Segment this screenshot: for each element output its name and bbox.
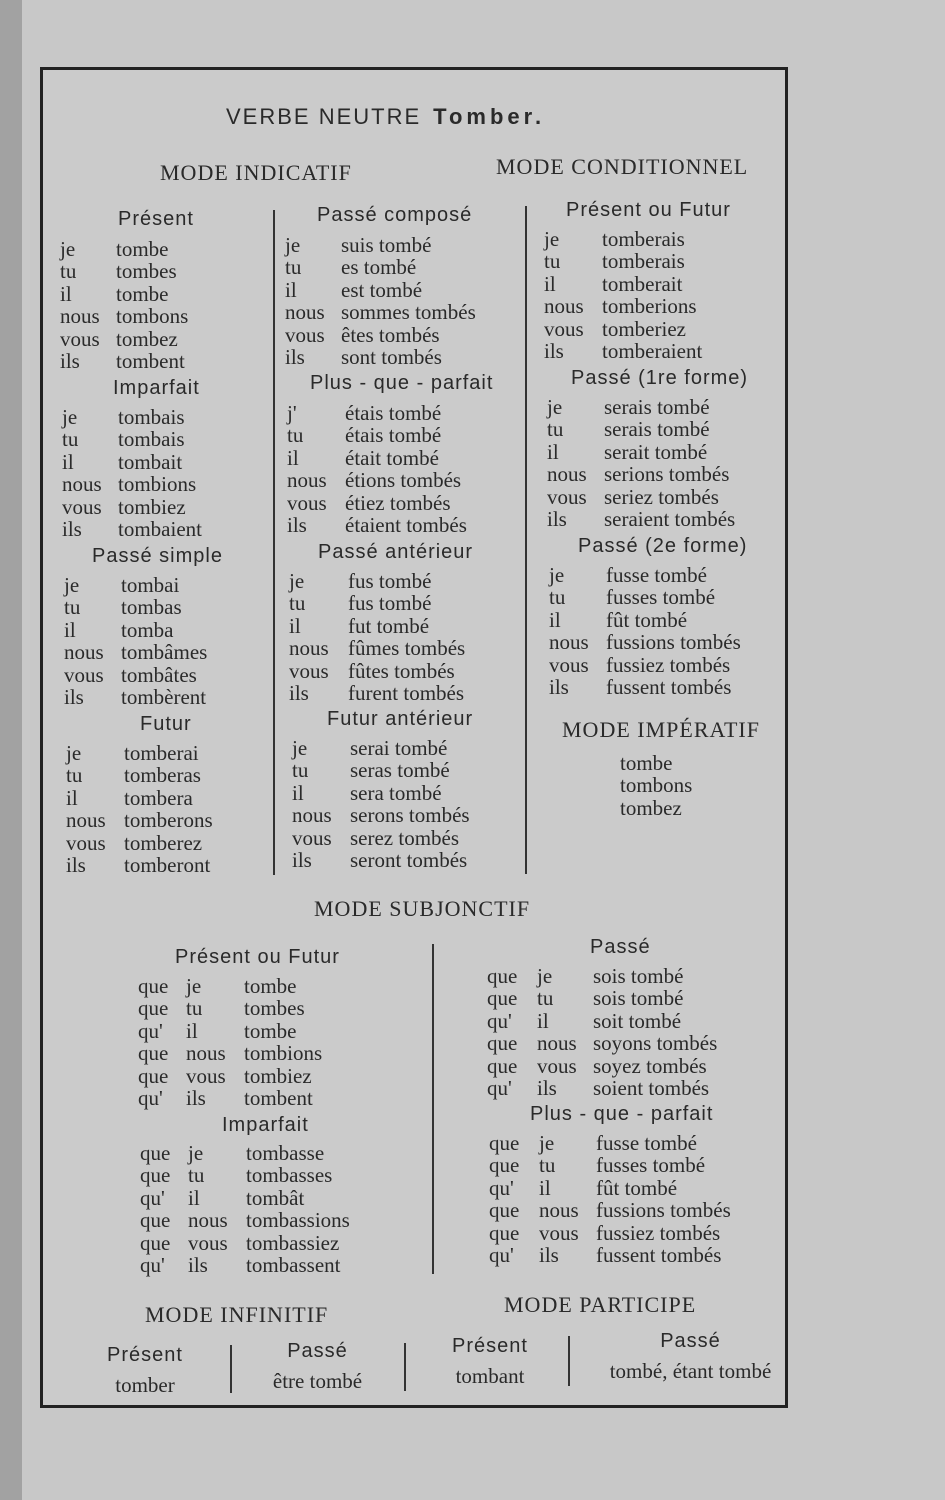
conjugation-row: que tu fusses tombé [489,1153,706,1178]
conjugation-row: il tomba [64,617,174,642]
conjugation-row: tu tomberas [66,763,201,788]
conjugation-row: nous fussions tombés [549,630,741,655]
column-divider [525,206,527,874]
conjugation-row: qu' ils fussent tombés [489,1242,722,1267]
conjugation-row: vous tomberiez [544,316,686,341]
mode-conditionnel-label: MODE CONDITIONNEL [496,154,749,179]
conjugation-row: qu' il soit tombé [487,1008,682,1033]
conjugation-row: que tu tombes [138,996,305,1021]
column-divider [273,210,275,875]
column-divider [432,944,434,1274]
tense-futur-rows [66,742,213,876]
participe-present [425,1335,555,1389]
tense-futur-anterieur-label: Futur antérieur [327,708,474,730]
conjugation-row: que vous tombiez [138,1063,312,1088]
tense-subj-plus-que-parfait-rows [489,1132,731,1266]
conjugation-row: qu' ils tombassent [140,1252,341,1277]
conjugation-row: vous serez tombés [292,825,460,850]
conjugation-row: que je tombasse [140,1141,325,1165]
title-prefix: VERBE NEUTRE [226,104,422,129]
conjugation-row: ils étaient tombés [287,512,467,537]
conjugation-row: vous tombâtes [64,662,197,687]
conjugation-row: nous tombons [60,304,189,329]
conjugation-row: ils seront tombés [292,847,468,872]
conjugation-row: tu fus tombé [289,591,432,616]
conjugation-row: nous tomberons [66,808,213,833]
conjugation-row: que je sois tombé [487,964,684,988]
conjugation-row: que vous fussiez tombés [489,1220,721,1245]
tense-subj-plus-que-parfait-label: Plus - que - parfait [530,1103,714,1125]
page-title [226,104,545,130]
conjugation-row: qu' il fût tombé [489,1175,678,1200]
imperatif-form: tombons [620,773,693,798]
conjugation-row: ils fussent tombés [549,674,732,699]
tense-plus-que-parfait-label: Plus - que - parfait [310,372,494,394]
column-divider [404,1343,406,1391]
tense-cond-present-rows [544,228,702,362]
conjugation-row: ils tombaient [62,516,202,541]
conjugation-row: il est tombé [285,277,423,302]
conjugation-row: tu fusses tombé [549,585,716,610]
conjugation-row: tu seras tombé [292,758,450,783]
mode-subjonctif-label: MODE SUBJONCTIF [314,896,531,921]
conjugation-row: il était tombé [287,445,439,470]
tense-imparfait-label: Imparfait [113,377,200,399]
infinitif-present [85,1344,205,1398]
tense-cond-present-label: Présent ou Futur [566,199,731,221]
conjugation-row: qu' il tombe [138,1018,297,1043]
tense-subj-passe-label: Passé [590,936,651,958]
infinitif-passe [245,1340,390,1394]
conjugation-row: il serait tombé [547,439,708,464]
conjugation-row: je tombe [60,237,169,261]
tense-plus-que-parfait-rows [287,402,467,536]
tense-cond-passe2-rows [549,564,741,698]
conjugation-row: nous serions tombés [547,462,730,487]
conjugation-row: nous étions tombés [287,468,462,493]
conjugation-row: vous étiez tombés [287,490,451,515]
conjugation-row: ils tomberaient [544,338,703,363]
conjugation-row: tu serais tombé [547,417,710,442]
tense-futur-anterieur-rows [292,737,470,871]
conjugation-row: je tomberais [544,227,685,251]
conjugation-row: je serai tombé [292,736,448,760]
conjugation-row: vous tombiez [62,494,186,519]
tense-futur-label: Futur [140,713,192,735]
conjugation-row: que je tombe [138,974,297,998]
tense-passe-anterieur-label: Passé antérieur [318,541,474,563]
conjugation-row: que nous tombassions [140,1208,350,1233]
conjugation-row: il tombe [60,281,169,306]
conjugation-row: nous fûmes tombés [289,636,466,661]
conjugation-row: nous sommes tombés [285,300,476,325]
conjugation-row: que tu sois tombé [487,986,684,1011]
conjugation-row: ils tomberont [66,852,211,877]
column-divider [230,1345,232,1393]
tense-subj-imparfait-label: Imparfait [222,1114,309,1136]
conjugation-row: ils sont tombés [285,344,442,369]
tense-cond-passe1-label: Passé (1re forme) [571,367,749,389]
tense-subj-present-label: Présent ou Futur [175,946,340,968]
conjugation-row: que nous tombions [138,1041,323,1066]
tense-passe-anterieur-rows [289,570,465,704]
conjugation-row: il tombera [66,785,193,810]
mode-imperatif-label: MODE IMPÉRATIF [562,717,760,742]
mode-infinitif-label: MODE INFINITIF [145,1302,329,1327]
conjugation-row: ils furent tombés [289,680,465,705]
imperatif-form: tombez [620,795,682,820]
conjugation-row: vous seriez tombés [547,484,719,509]
mode-indicatif-label: MODE INDICATIF [160,160,352,185]
conjugation-row: vous fussiez tombés [549,652,731,677]
conjugation-row: que nous fussions tombés [489,1198,731,1223]
title-verb: Tomber. [433,104,546,129]
conjugation-row: ils seraient tombés [547,506,736,531]
conjugation-row: tu tombais [62,427,185,452]
conjugation-row: tu tombas [64,595,182,620]
conjugation-row: qu' il tombât [140,1185,305,1210]
conjugation-row: tu es tombé [285,255,417,280]
conjugation-row: nous serons tombés [292,803,470,828]
conjugation-row: vous tomberez [66,830,203,855]
conjugation-row: je serais tombé [547,395,710,419]
tense-cond-passe2-label: Passé (2e forme) [578,535,748,557]
conjugation-row: je tombai [64,573,180,597]
conjugation-row: je tomberai [66,741,199,765]
tense-imparfait-rows [62,406,202,540]
conjugation-row: je suis tombé [285,233,432,257]
tense-passe-compose-label: Passé composé [317,204,473,226]
conjugation-row: nous tomberions [544,294,697,319]
participe-present-label: Présent [452,1335,528,1357]
conjugation-row: tu tombes [60,259,177,284]
tense-subj-present-rows [138,975,322,1109]
participe-passe-label: Passé [660,1330,721,1352]
infinitif-present-value: tomber [115,1373,175,1397]
tense-present-rows [60,238,188,372]
conjugation-row: que nous soyons tombés [487,1031,718,1056]
conjugation-row: je tombais [62,405,185,429]
conjugation-row: il tombait [62,449,183,474]
conjugation-row: il tomberait [544,271,683,296]
conjugation-row: nous tombâmes [64,640,208,665]
page-gutter-shadow [0,0,22,1500]
tense-passe-compose-rows [285,234,476,368]
tense-cond-passe1-rows [547,396,735,530]
conjugation-row: vous tombez [60,326,178,351]
participe-present-value: tombant [455,1364,525,1388]
imperatif-form: tombe [620,751,673,775]
conjugation-row: il fut tombé [289,613,430,638]
tense-passe-simple-label: Passé simple [92,545,223,567]
conjugation-row: je fus tombé [289,569,432,593]
conjugation-row: tu tomberais [544,249,685,274]
conjugation-row: vous fûtes tombés [289,658,455,683]
conjugation-row: que vous tombassiez [140,1230,340,1255]
tense-present-label: Présent [118,208,194,230]
imperatif-forms [620,752,692,819]
conjugation-row: que tu tombasses [140,1163,333,1188]
conjugation-row: vous êtes tombés [285,322,440,347]
conjugation-row: j' étais tombé [287,401,442,425]
conjugation-row: ils tombèrent [64,684,207,709]
tense-passe-simple-rows [64,574,207,708]
infinitif-passe-label: Passé [287,1340,348,1362]
column-divider [568,1336,570,1386]
conjugation-row: ils tombent [60,348,185,373]
conjugation-row: qu' ils soient tombés [487,1075,710,1100]
conjugation-row: que vous soyez tombés [487,1053,707,1078]
conjugation-row: il sera tombé [292,780,442,805]
tense-subj-passe-rows [487,965,717,1099]
conjugation-row: il fût tombé [549,607,688,632]
participe-passe-value: tombé, étant tombé [609,1359,772,1383]
infinitif-present-label: Présent [107,1344,183,1366]
participe-passe [583,1330,798,1384]
conjugation-row: tu étais tombé [287,423,442,448]
conjugation-row: qu' ils tombent [138,1085,313,1110]
tense-subj-imparfait-rows [140,1142,350,1276]
conjugation-row: que je fusse tombé [489,1131,697,1155]
infinitif-passe-value: être tombé [272,1369,363,1393]
conjugation-row: nous tombions [62,472,197,497]
mode-participe-label: MODE PARTICIPE [504,1292,697,1317]
conjugation-row: je fusse tombé [549,563,707,587]
